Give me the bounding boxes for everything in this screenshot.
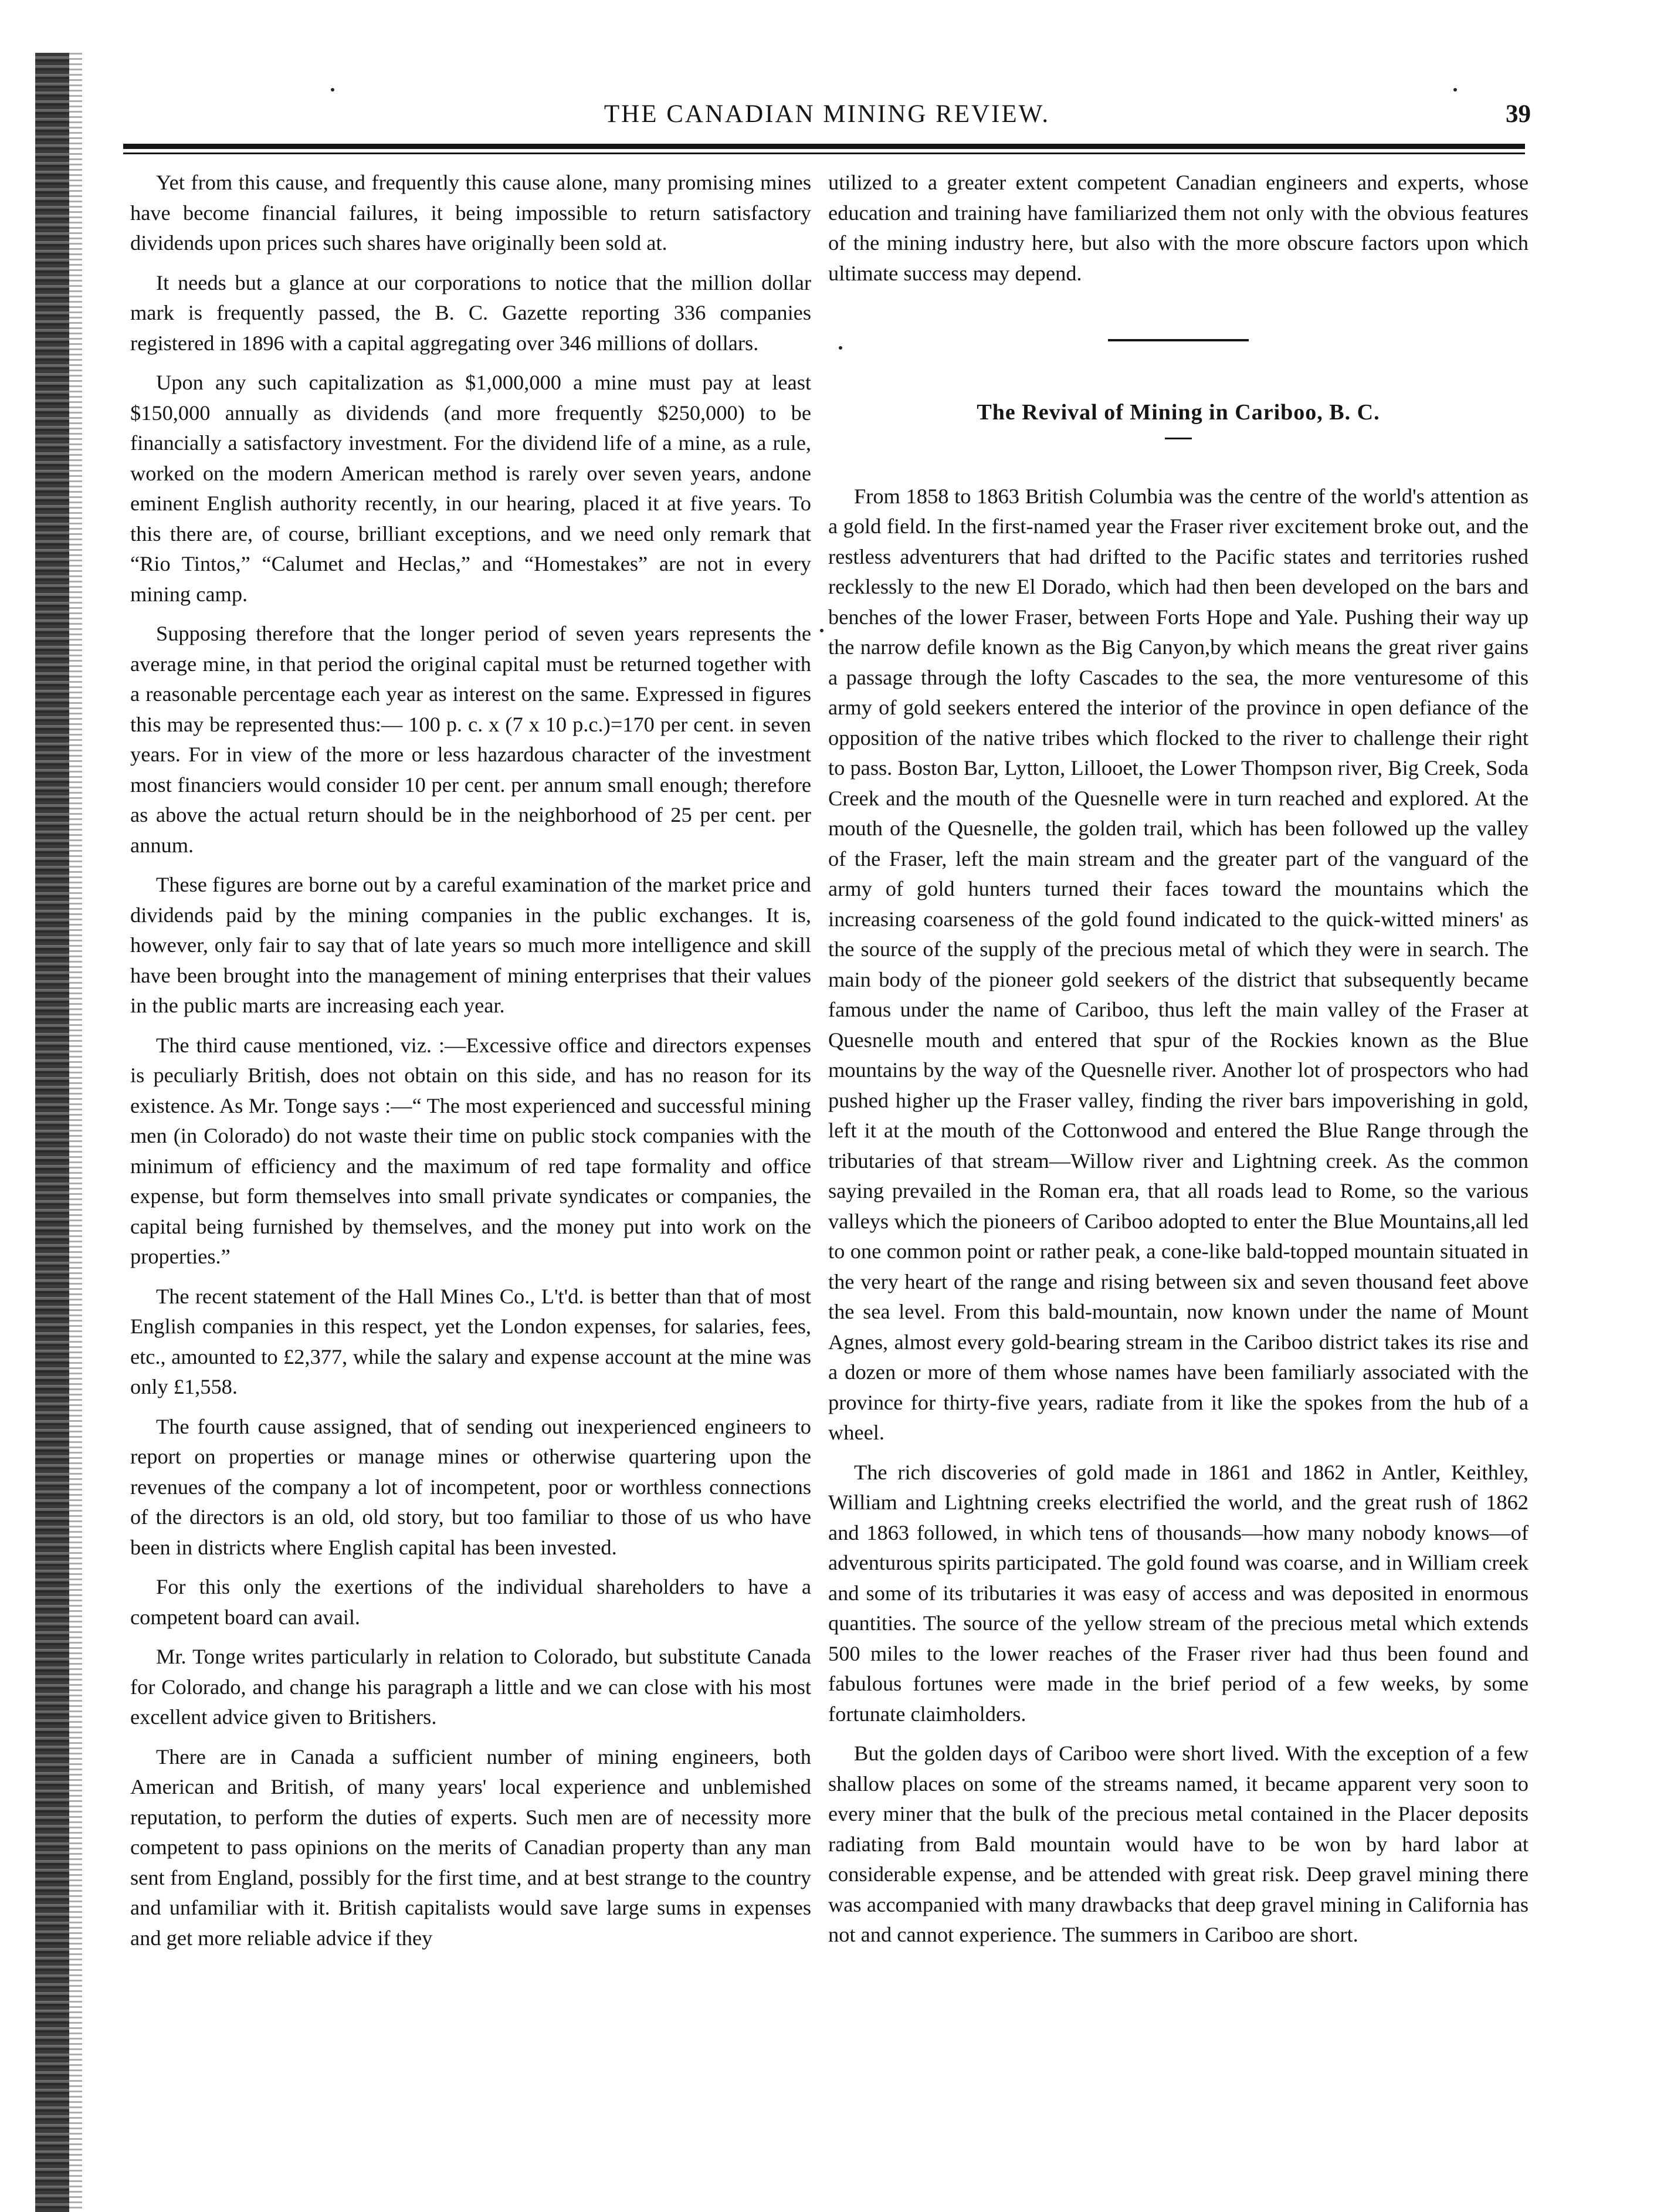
paragraph: The rich discoveries of gold made in 1861 and 1862 in Antler, Keithley, William and Lightning creeks electrified the world, and the great rush of 1862 and 1863 followed, in which tens of thousands—how many nobody knows—of adventurous spirits participated. The gold found was coarse, and in William creek and some of its tributaries it was easy of access and was deposited in enormous quantities. The source of the yellow stream of the precious metal which extends 500 miles to the lower reaches of the Fraser river had thus been found and fabulous fortunes were made in the brief period of a few weeks, by some fortunate claimholders. xyxy=(828,1460,1529,1726)
page-header xyxy=(123,100,1531,141)
paragraph: Yet from this cause, and frequently this cause alone, many promising mines have become financial failures, it being impossible to return satisfactory dividends upon prices such shares have originally been sold at. xyxy=(130,171,811,255)
paragraph: But the golden days of Cariboo were short lived. With the exception of a few shallow places on some of the streams named, it became apparent very soon to every miner that the bulk of the precious metal contained in the Placer deposits radiating from Bald mountain would have to be won by hard labor at considerable expense, and be attended with great risk. Deep gravel mining there was accompanied with many drawbacks that deep gravel mining in California has not and cannot experience. The summers in Cariboo are short. xyxy=(828,1742,1529,1946)
title-dash xyxy=(1165,438,1192,439)
paragraph: Supposing therefore that the longer period of seven years represents the average mine, in that period the original capital must be returned together with a reasonable percentage each year as interest on the same. Expressed in figures this may be represented thus:— 100 p. c. x (7 x 10 p.c.)=170 per cent. in seven years. For in view of the more or less hazardous character of the investment most financiers would consider 10 per cent. per annum small enough; therefore as above the actual return should be in the neighborhood of 25 per cent. per annum. xyxy=(130,622,811,857)
section-divider xyxy=(1108,339,1249,341)
paragraph: Mr. Tonge writes particularly in relation to Colorado, but substitute Canada for Colorado, and change his paragraph a little and we can close with his most excellent advice given to Britishers. xyxy=(130,1645,811,1729)
print-speck xyxy=(820,629,823,632)
article-title: The Revival of Mining in Cariboo, B. C. xyxy=(977,400,1380,425)
paragraph: The third cause mentioned, viz. :—Excessive office and directors expenses is peculiarly British, does not obtain on this side, and has no reason for its existence. As Mr. Tonge says :—“ The most experienced and successful mining men (in Colorado) do not waste their time on public stock companies with the minimum of efficiency and the maximum of red tape formality and office expense, but form themselves into small private syndicates or companies, the capital being furnished by themselves, and the money put into work on the properties.” xyxy=(130,1033,811,1268)
scanned-binding-edge xyxy=(35,53,69,2212)
paragraph: It needs but a glance at our corporations to notice that the million dollar mark is frequently passed, the B. C. Gazette reporting 336 companies registered in 1896 with a capital aggregating over 346 millions of dollars. xyxy=(130,270,811,355)
paragraph: These figures are borne out by a careful examination of the market price and dividends paid by the mining companies in the public exchanges. It is, however, only fair to say that of late years so much more intelligence and skill have been brought into the management of mining enterprises that their values in the public marts are increasing each year. xyxy=(130,873,811,1017)
running-title: THE CANADIAN MINING REVIEW. xyxy=(604,100,1050,128)
paragraph: There are in Canada a sufficient number of mining engineers, both American and British, of many years' local experience and unblemished reputation, to perform the duties of experts. Such men are of necessity more competent to pass opinions on the merits of Canadian property than any man sent from England, possibly for the first time, and at best strange to the country and unfamiliar with it. British capitalists would save large sums in expenses and get more reliable advice if they xyxy=(130,1744,811,1950)
paragraph: Upon any such capitalization as $1,000,000 a mine must pay at least $150,000 annually as dividends (and more frequently $250,000) to be financially a satisfactory investment. For the dividend life of a mine, as a rule, worked on the modern American method is rarely over seven years, andone eminent English authority recently, in our hearing, placed it at five years. To this there are, of course, brilliant exceptions, and we need only remark that “Rio Tintos,” “Calumet and Heclas,” and “Homestakes” are not in every mining camp. xyxy=(130,371,811,606)
paragraph: For this only the exertions of the individual shareholders to have a competent board can avail. xyxy=(130,1575,811,1629)
print-speck xyxy=(331,88,334,92)
right-column xyxy=(828,168,1529,1960)
header-rule xyxy=(123,144,1525,149)
header-rule-thin xyxy=(123,153,1525,154)
paragraph: The recent statement of the Hall Mines Co., L't'd. is better than that of most English companies in this respect, yet the London expenses, for salaries, fees, etc., amounted to £2,377, while the salary and expense account at the mine was only £1,558. xyxy=(130,1284,811,1398)
page-number: 39 xyxy=(1506,100,1531,128)
paragraph: From 1858 to 1863 British Columbia was the centre of the world's attention as a gold field. In the first-named year the Fraser river excitement broke out, and the restless adventurers that had drifted to the Pacific states and territories rushed recklessly to the new El Dorado, which had then been developed on the bars and benches of the lower Fraser, between Forts Hope and Yale. Pushing their way up the narrow defile known as the Big Canyon,by which means the great river gains a passage through the lofty Cascades to the sea, the more venturesome of this army of gold seekers entered the interior of the province in open defiance of the opposition of the native tribes which flocked to the river to challenge their right to pass. Boston Bar, Lytton, Lillooet, the Lower Thompson river, Big Creek, Soda Creek and the mouth of the Quesnelle were in turn reached and explored. At the mouth of the Quesnelle, the golden trail, which has been followed up the valley of the Fraser, left the main stream and the greater part of the vanguard of the army of gold hunters turned their faces toward the mountains which the increasing coarseness of the gold found indicated to the quick-witted miners' as the source of the supply of the precious metal of which they were in search. The main body of the pioneer gold seekers of the district that subsequently became famous under the name of Cariboo, thus left the main valley of the Fraser at Quesnelle mouth and entered that spur of the Rockies known as the Blue mountains by the way of the Quesnelle river. Another lot of prospectors who had pushed higher up the Fraser valley, finding the river bars impoverishing in gold, left it at the mouth of the Cottonwood and entered the Blue Range through the tributaries of that stream—Willow river and Lightning creek. As the common saying prevailed in the Roman era, that all roads lead to Rome, so the various valleys which the pioneers of Cariboo adopted to enter the Blue Mountains,all led to one common point or rather peak, a cone-like bald-topped mountain situated in the very heart of the range and rising between six and seven thousand feet above the sea level. From this bald-mountain, now known under the name of Mount Agnes, almost every gold-bearing stream in the Cariboo district takes its rise and a dozen or more of them whose names have been familiarly associated with the province for thirty-five years, radiate from it like the spokes from the hub of a wheel. xyxy=(828,484,1529,1444)
left-column xyxy=(130,168,811,1963)
paragraph: The fourth cause assigned, that of sending out inexperienced engineers to report on properties or manage mines or otherwise quartering upon the revenues of the company a lot of incompetent, poor or worthless connections of the directors is an old, old story, but too familiar to those of us who have been in districts where English capital has been invested. xyxy=(130,1414,811,1559)
print-speck xyxy=(1453,88,1457,92)
print-speck xyxy=(839,346,842,350)
continued-paragraph: utilized to a greater extent competent Canadian engineers and experts, whose education and training have familiarized them not only with the obvious features of the mining industry here, but also with the more obscure factors upon which ultimate success may depend. xyxy=(828,171,1529,285)
